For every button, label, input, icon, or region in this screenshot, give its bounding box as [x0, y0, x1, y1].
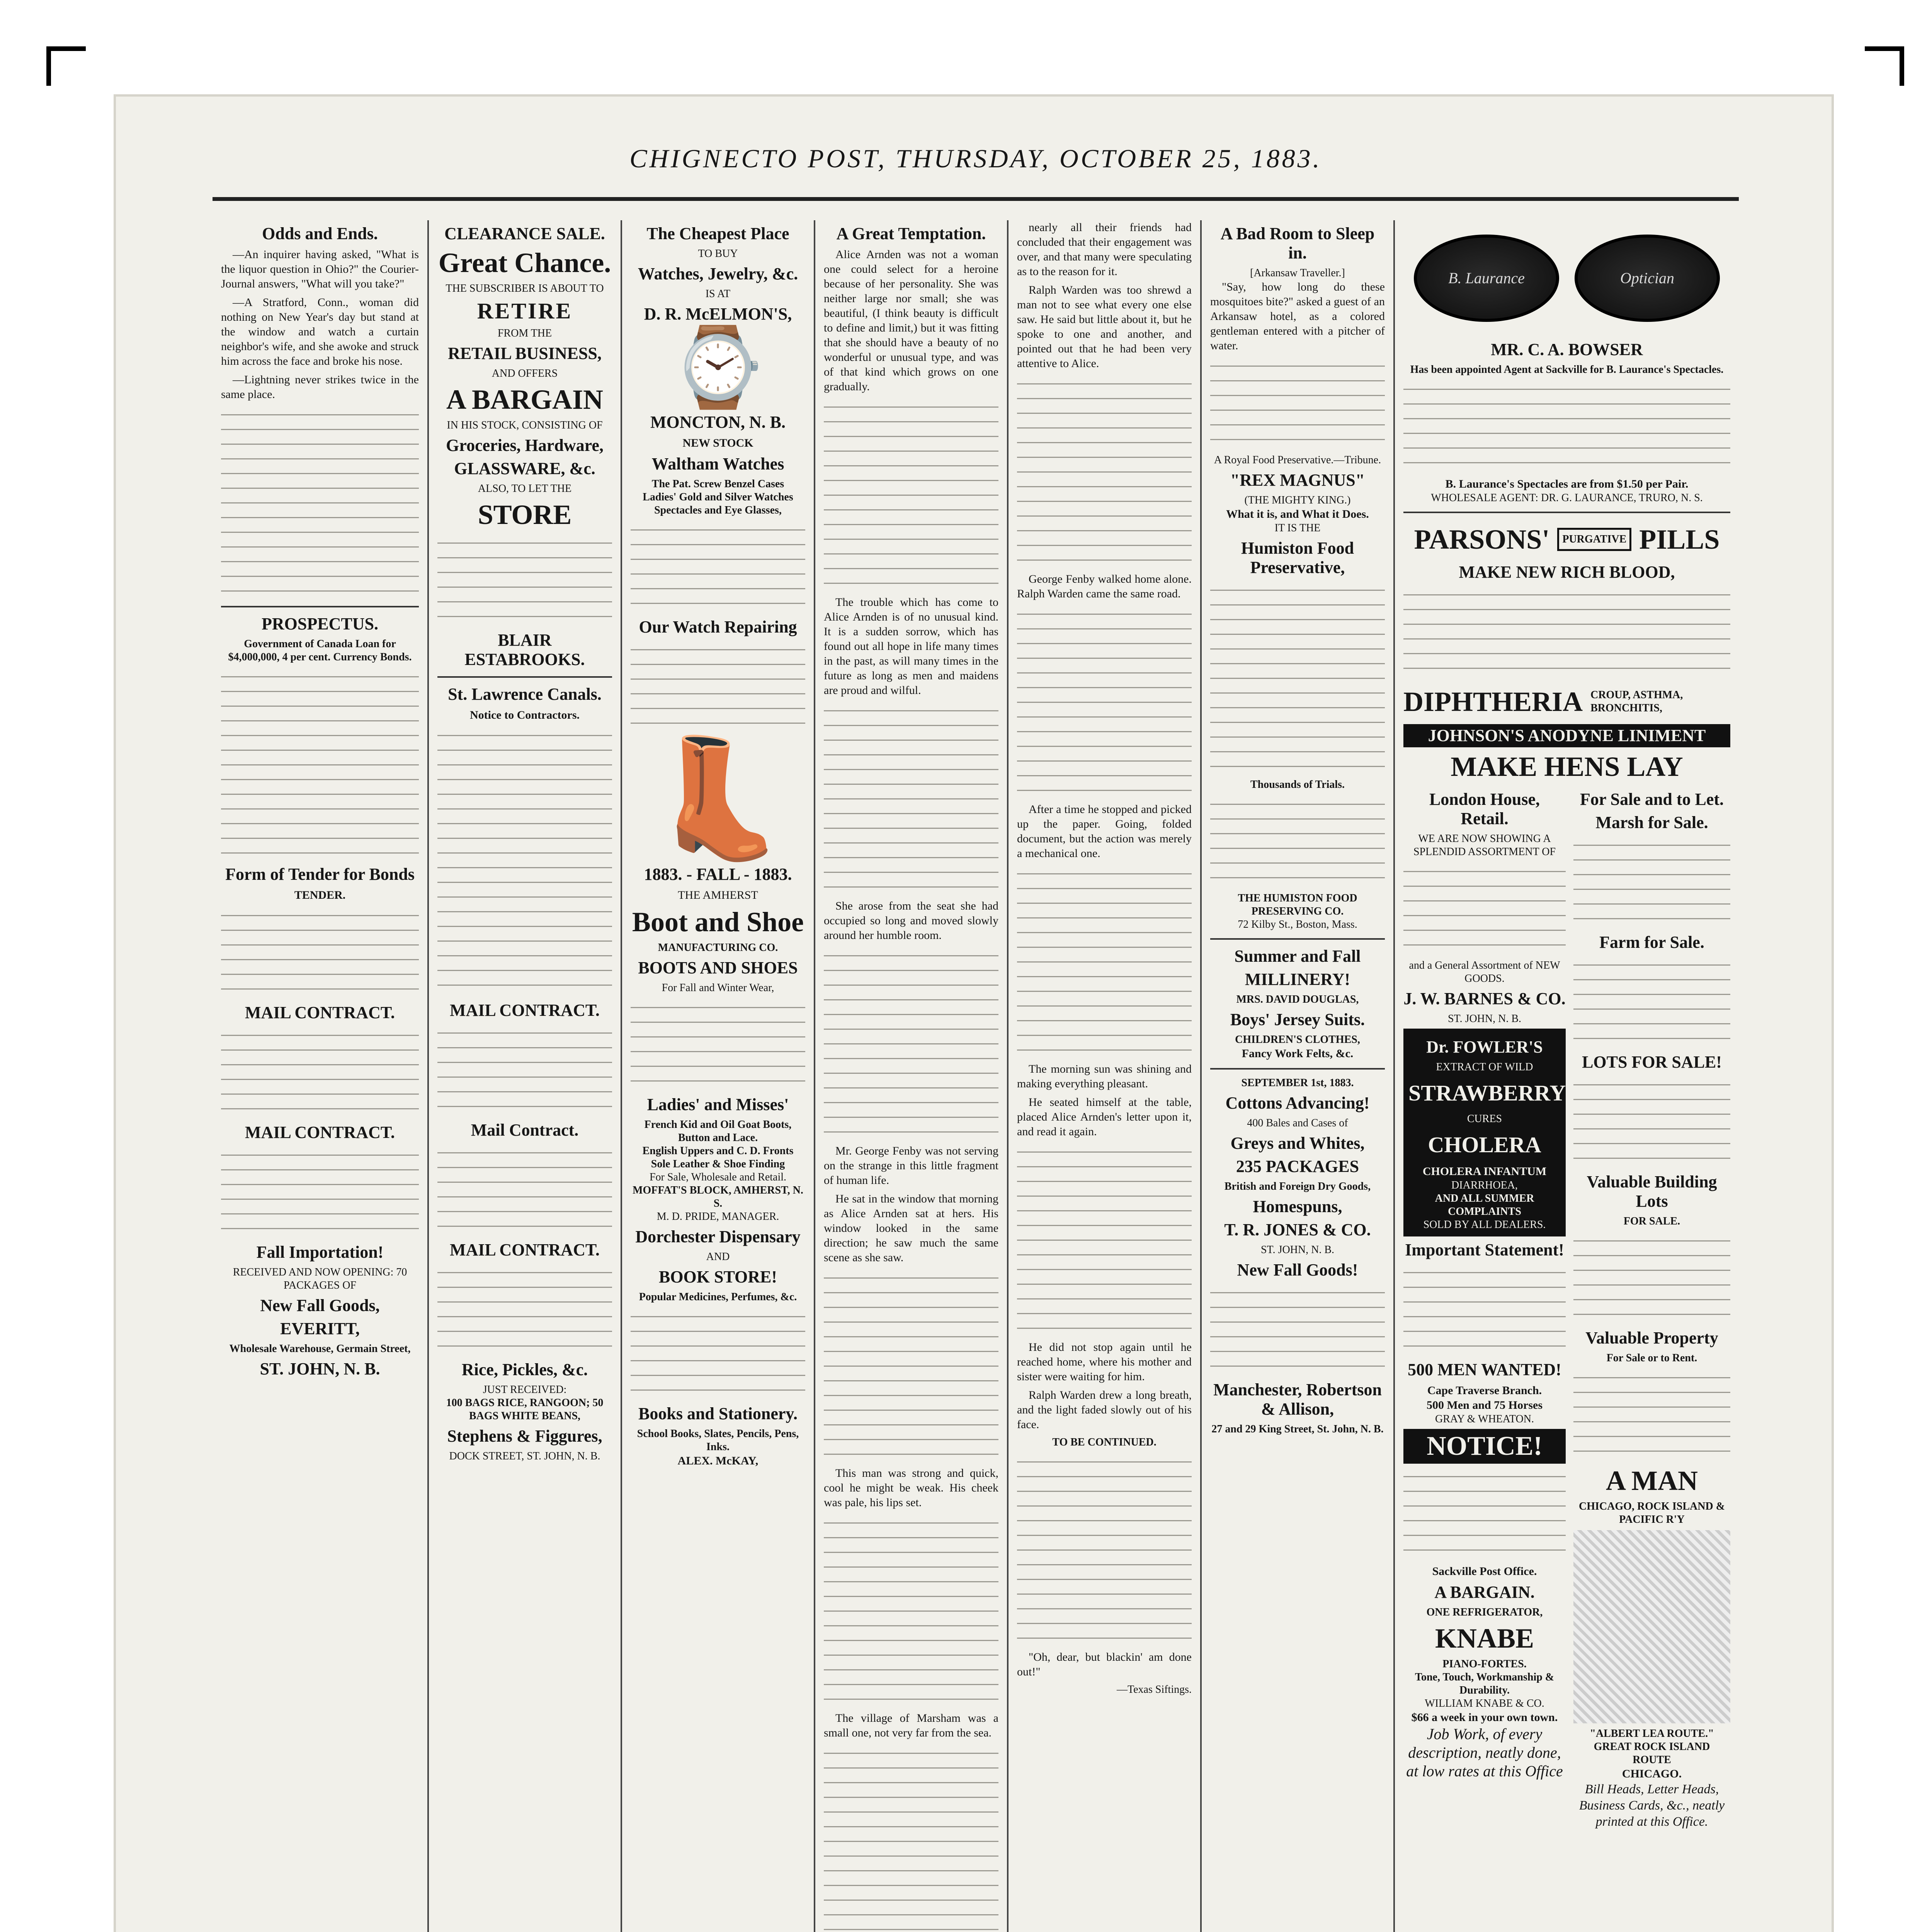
book-store: BOOK STORE! — [658, 1267, 777, 1286]
notice-contractors: Notice to Contractors. — [469, 709, 580, 721]
store: STORE — [478, 499, 572, 530]
divider — [437, 676, 612, 678]
barnes-city: ST. JOHN, N. B. — [1447, 1013, 1522, 1025]
cape-traverse: Cape Traverse Branch. — [1427, 1384, 1542, 1397]
prospectus-text — [221, 668, 419, 861]
story-text-b — [824, 702, 998, 895]
bad-room-p1: "Say, how long do these mosquitoes bite?" asked a guest of an Arkansaw hotel, as a colored gentleman entered with a pitcher of water. — [1210, 281, 1385, 352]
everitt-sub: Wholesale Warehouse, Germain Street, — [229, 1343, 411, 1355]
column-6 — [1202, 220, 1395, 1932]
fowler-title: Dr. FOWLER'S — [1426, 1037, 1543, 1056]
column-7 — [1395, 220, 1739, 1932]
lots-sale: LOTS FOR SALE! — [1582, 1053, 1722, 1071]
form-tender-heading: Form of Tender for Bonds — [225, 865, 415, 884]
story5-p1: nearly all their friends had concluded that their engagement was over, and that many were speculating as to the reason for it. — [1017, 221, 1192, 278]
crop-mark-top-left — [46, 46, 86, 86]
bill-heads: Bill Heads, Letter Heads, Business Cards, &c., neatly printed at this Office. — [1579, 1782, 1725, 1829]
story-p6: This man was strong and quick, cool he might be weak. His cheek was pale, his lips set. — [824, 1467, 998, 1509]
story-p5: He sat in the window that morning as Alice Arnden sat at hers. His window looked in the same direction; he saw much the same scene as she saw. — [824, 1192, 998, 1264]
left-lens: B. Laurance — [1414, 235, 1559, 322]
canals-heading: St. Lawrence Canals. — [448, 685, 602, 704]
odds-text-3: —Lightning never strikes twice in the same place. — [221, 373, 419, 401]
homespuns: Homespuns, — [1253, 1197, 1342, 1216]
mail-contract-c: MAIL CONTRACT. — [450, 1240, 600, 1259]
make-hens-lay: MAKE HENS LAY — [1451, 751, 1683, 782]
divider — [1403, 512, 1730, 513]
bad-room-text — [1210, 357, 1385, 450]
rice-received: JUST RECEIVED: — [483, 1384, 567, 1396]
fall-received: RECEIVED AND NOW OPENING: 70 PACKAGES OF — [233, 1266, 407, 1291]
fall-winter: For Fall and Winter Wear, — [662, 982, 774, 994]
boot-icon: 👢 — [646, 735, 790, 863]
watches-jewelry: Watches, Jewelry, &c. — [638, 264, 798, 283]
men-horses: 500 Men and 75 Horses — [1427, 1399, 1543, 1412]
mail-contract-heading-2: MAIL CONTRACT. — [245, 1123, 395, 1142]
story5-p8: Ralph Warden drew a long breath, and the light faded slowly out of his face. — [1017, 1389, 1192, 1431]
button-lace: Button and Lace. — [678, 1132, 758, 1144]
new-stock: NEW STOCK — [682, 437, 753, 449]
valuable-prop-sub: For Sale or to Rent. — [1606, 1352, 1697, 1364]
valuable-lots: Valuable Building Lots — [1587, 1172, 1717, 1211]
testimonials-text — [1403, 380, 1730, 473]
millinery: MILLINERY! — [1245, 970, 1350, 989]
chicago: CHICAGO. — [1622, 1767, 1682, 1780]
column-5 — [1009, 220, 1202, 1932]
mail-contract-b: Mail Contract. — [471, 1121, 579, 1139]
tender-label: TENDER. — [294, 889, 346, 901]
great-rock-island: GREAT ROCK ISLAND ROUTE — [1594, 1741, 1710, 1766]
story-p7: The village of Marsham was a small one, not very far from the sea. — [824, 1712, 998, 1739]
barnes-co: J. W. BARNES & CO. — [1403, 989, 1566, 1008]
croup-asthma: CROUP, ASTHMA, BRONCHITIS, — [1590, 689, 1683, 714]
texas-siftings: —Texas Siftings. — [1116, 1684, 1192, 1696]
mail-contract-a-text — [437, 1024, 612, 1117]
fall-1883: 1883. - FALL - 1883. — [644, 865, 792, 884]
story5-text-e — [1017, 1453, 1192, 1646]
bales-cases: 400 Bales and Cases of — [1247, 1117, 1348, 1129]
rex-pre: A Royal Food Preservative.—Tribune. — [1214, 454, 1381, 466]
new-fall-goods: New Fall Goods! — [1237, 1260, 1358, 1279]
manchester-address: 27 and 29 King Street, St. John, N. B. — [1211, 1423, 1384, 1435]
also-let: ALSO, TO LET THE — [478, 483, 572, 495]
crop-mark-top-right — [1865, 46, 1904, 86]
is-at: IS AT — [705, 288, 731, 300]
mcelmon: D. R. McELMON'S, — [644, 304, 792, 323]
story5-p4: After a time he stopped and picked up the paper. Going, folded document, but the action was merely a mechanical one. — [1017, 803, 1192, 860]
london-sub: WE ARE NOW SHOWING A SPLENDID ASSORTMENT OF — [1413, 833, 1556, 858]
story5-p7: He did not stop again until he reached home, where his mother and sister were waiting for him. — [1017, 1341, 1192, 1383]
column-2 — [429, 220, 622, 1932]
what-it-is: What it is, and What it Does. — [1226, 508, 1369, 520]
kilby-st: 72 Kilby St., Boston, Mass. — [1238, 918, 1357, 930]
store-text — [437, 534, 612, 627]
marsh-sale: Marsh for Sale. — [1595, 813, 1708, 832]
mail-contract-c-text — [437, 1264, 612, 1356]
and-offers: AND OFFERS — [492, 367, 558, 379]
great-temptation-heading: A Great Temptation. — [836, 224, 986, 243]
newspaper-page — [116, 97, 1832, 1932]
story5-text-b — [1017, 605, 1192, 798]
boot-shoe: Boot and Shoe — [632, 906, 804, 937]
notice-banner: NOTICE! — [1403, 1429, 1566, 1464]
story5-p9: "Oh, dear, but blackin' am done out!" — [1017, 1651, 1192, 1678]
lower-columns — [1403, 786, 1730, 1830]
dorchester: Dorchester Dispensary — [635, 1227, 801, 1246]
railway-map — [1573, 1530, 1730, 1723]
pianos: PIANO-FORTES. — [1442, 1658, 1527, 1670]
lower-left — [1403, 786, 1566, 1830]
clearance-sale: CLEARANCE SALE. — [444, 224, 605, 243]
mighty-king: (THE MIGHTY KING.) — [1244, 494, 1351, 506]
farm-sale: Farm for Sale. — [1599, 933, 1704, 952]
watch-text — [631, 521, 805, 614]
diarrhoea: DIARRHOEA, — [1451, 1179, 1518, 1191]
fancy-work: Fancy Work Felts, &c. — [1242, 1047, 1354, 1060]
retail-business: RETAIL BUSINESS, — [448, 344, 602, 363]
sackville-po: Sackville Post Office. — [1432, 1565, 1537, 1578]
story5-p5: The morning sun was shining and making everything pleasant. — [1017, 1063, 1192, 1090]
story-p3: She arose from the seat she had occupied so long and moved slowly around her humble room. — [824, 900, 998, 942]
important-text — [1403, 1264, 1566, 1356]
boys-jersey: Boys' Jersey Suits. — [1230, 1010, 1365, 1029]
manchester-robertson: Manchester, Robertson & Allison, — [1213, 1380, 1382, 1418]
to-be-continued: TO BE CONTINUED. — [1052, 1436, 1156, 1448]
london-house: London House, Retail. — [1429, 790, 1540, 828]
prospectus-heading: PROSPECTUS. — [262, 614, 378, 633]
story-text-e — [824, 1514, 998, 1707]
french-kid: French Kid and Oil Goat Boots, — [644, 1119, 792, 1131]
diphtheria-title: DIPHTHERIA — [1403, 686, 1583, 717]
cottons-advancing: Cottons Advancing! — [1225, 1094, 1370, 1112]
general-assortment: and a General Assortment of NEW GOODS. — [1409, 959, 1560, 985]
job-work: Job Work, of every description, neatly done, at low rates at this Office — [1406, 1725, 1563, 1780]
rock-island-railway: CHICAGO, ROCK ISLAND & PACIFIC R'Y — [1578, 1500, 1725, 1526]
marsh-text — [1573, 836, 1730, 929]
cheapest-place: The Cheapest Place — [646, 224, 789, 243]
glassware: GLASSWARE, &c. — [454, 459, 595, 478]
masthead — [213, 120, 1739, 201]
moncton: MONCTON, N. B. — [650, 413, 786, 432]
ladies-gold: Ladies' Gold and Silver Watches — [643, 491, 793, 503]
rex-magnus: "REX MAGNUS" — [1230, 471, 1365, 490]
everitt-name: EVERITT, — [280, 1319, 360, 1338]
boots-text — [631, 998, 805, 1091]
wholesale-agent: WHOLESALE AGENT: DR. G. LAURANCE, TRURO, N. S. — [1431, 492, 1703, 504]
story-text-c — [824, 947, 998, 1140]
valuable-lots-sub: FOR SALE. — [1623, 1215, 1680, 1227]
purgative-badge: PURGATIVE — [1557, 528, 1631, 551]
dock-street: DOCK STREET, ST. JOHN, N. B. — [449, 1450, 600, 1462]
from-the: FROM THE — [497, 327, 552, 339]
column-3 — [622, 220, 815, 1932]
tr-jones: T. R. JONES & CO. — [1224, 1220, 1371, 1239]
bowser-appointed: Has been appointed Agent at Sackville for B. Laurance's Spectacles. — [1410, 364, 1724, 376]
sold-all-dealers: SOLD BY ALL DEALERS. — [1423, 1219, 1546, 1231]
to-buy: TO BUY — [698, 248, 738, 260]
alex-mckay: ALEX. McKAY, — [677, 1454, 759, 1467]
a-bargain: A BARGAIN — [446, 384, 604, 415]
about-to: THE SUBSCRIBER IS ABOUT TO — [446, 282, 604, 294]
story-text-f — [824, 1744, 998, 1932]
mail-contract-b-text — [437, 1144, 612, 1236]
humiston-co: THE HUMISTON FOOD PRESERVING CO. — [1238, 892, 1357, 917]
arkansaw-source: [Arkansaw Traveller.] — [1250, 267, 1345, 279]
jones-city: ST. JOHN, N. B. — [1260, 1244, 1335, 1256]
valuable-property: Valuable Property — [1585, 1328, 1718, 1347]
summer-fall: Summer and Fall — [1234, 947, 1361, 966]
summer-complaints: AND ALL SUMMER COMPLAINTS — [1435, 1192, 1534, 1218]
valuable-lots-text — [1573, 1232, 1730, 1325]
spectacles-eye: Spectacles and Eye Glasses, — [654, 504, 782, 516]
refrigerator: ONE REFRIGERATOR, — [1426, 1606, 1543, 1618]
parsons-ad — [1403, 520, 1730, 559]
childrens-clothes: CHILDREN'S CLOTHES, — [1235, 1034, 1360, 1046]
odds-ends-body — [221, 247, 419, 402]
property-text — [1573, 1369, 1730, 1461]
johnsons-liniment: JOHNSON'S ANODYNE LINIMENT — [1403, 724, 1730, 747]
make-new-blood: MAKE NEW RICH BLOOD, — [1459, 563, 1675, 582]
story5-p2: Ralph Warden was too shrewd a man not to see what every one else saw. He said but little about it, but he spoke to one and another, and pointed out that he had been very attentive to Alice. — [1017, 284, 1192, 370]
notice-text — [1403, 1468, 1566, 1560]
story-continued — [1017, 220, 1192, 1696]
a-bargain: A BARGAIN. — [1434, 1583, 1535, 1602]
bad-room-heading: A Bad Room to Sleep in. — [1220, 224, 1375, 262]
masthead-title: CHIGNECTO POST, THURSDAY, OCTOBER 25, 1883. — [629, 144, 1322, 173]
dispensary-text — [631, 1308, 805, 1400]
london-text — [1403, 862, 1566, 955]
repairing-text — [631, 641, 805, 733]
story5-text-c — [1017, 865, 1192, 1058]
sole-leather: Sole Leather & Shoe Finding — [651, 1158, 785, 1170]
men-wanted: 500 MEN WANTED! — [1408, 1360, 1561, 1379]
columns — [213, 220, 1739, 1932]
new-fall-goods: New Fall Goods, — [260, 1296, 380, 1315]
mail-contract-text-2 — [221, 1146, 419, 1239]
story-text-a — [824, 398, 998, 591]
odds-ends-heading: Odds and Ends. — [262, 224, 378, 243]
fowler-ad — [1403, 1029, 1566, 1236]
blair-estabrooks: BLAIR ESTABROOKS. — [464, 631, 585, 669]
retire: RETIRE — [477, 298, 573, 323]
story-p1: Alice Arnden was not a woman one could select for a heroine because of her personality. She was neither large nor small; she was beautiful, (I think beauty is difficult to define and limit,) but it was fitting that she should have a beauty of no wonderful or unusual type, and was of that kind which grows on one gradually. — [824, 248, 998, 393]
cholera: CHOLERA — [1428, 1132, 1541, 1157]
tender-text — [221, 906, 419, 999]
loan-subheading: Government of Canada Loan for $4,000,000, 4 per cent. Currency Bonds. — [228, 638, 412, 663]
lots-text — [1573, 1076, 1730, 1168]
lower-right — [1573, 786, 1730, 1830]
and-label: AND — [706, 1251, 730, 1263]
september-date: SEPTEMBER 1st, 1883. — [1241, 1077, 1354, 1089]
mrs-douglas: MRS. DAVID DOUGLAS, — [1236, 993, 1359, 1005]
bad-room-body — [1210, 280, 1385, 353]
for-sale-let: For Sale and to Let. — [1580, 790, 1724, 809]
rice-pickles: Rice, Pickles, &c. — [461, 1360, 588, 1379]
moffats-block: MOFFAT'S BLOCK, AMHERST, N. S. — [633, 1184, 803, 1209]
knabe-co: WILLIAM KNABE & CO. — [1425, 1697, 1544, 1709]
rice-bags: 100 BAGS RICE, RANGOON; 50 BAGS WHITE BEANS, — [446, 1397, 604, 1422]
fall-importation-heading: Fall Importation! — [256, 1243, 384, 1262]
odds-text-1: —An inquirer having asked, "What is the liquor question in Ohio?" the Courier-Journal answers, "What will you take?" — [221, 248, 419, 290]
story-body — [824, 247, 998, 1932]
manufacturing-co: MANUFACTURING CO. — [658, 942, 778, 954]
albert-lea: "ALBERT LEA ROUTE." — [1590, 1728, 1714, 1740]
farm-text — [1573, 956, 1730, 1049]
extract-wild: EXTRACT OF WILD — [1436, 1061, 1533, 1073]
in-stock: IN HIS STOCK, CONSISTING OF — [447, 419, 603, 431]
story-p2: The trouble which has come to Alice Arnden is of no unusual kind. It is a sudden sorrow, which has found out all hope in life many times in the past, as will many times in the future as long as men and maidens are proud and wilful. — [824, 596, 998, 697]
watch-icon: ⌚ — [670, 325, 766, 411]
parsons-title: PARSONS' — [1414, 524, 1550, 555]
spectacles-illustration — [1403, 220, 1730, 336]
rex-text — [1210, 581, 1385, 774]
packages-235: 235 PACKAGES — [1236, 1157, 1359, 1176]
school-books: School Books, Slates, Pencils, Pens, Inks. — [637, 1428, 799, 1453]
sixty-six: $66 a week in your own town. — [1411, 1711, 1558, 1724]
mail-contract-a: MAIL CONTRACT. — [450, 1001, 600, 1020]
canals-text — [437, 726, 612, 997]
divider — [221, 606, 419, 607]
groceries: Groceries, Hardware, — [446, 436, 604, 455]
bowser-name: MR. C. A. BOWSER — [1491, 340, 1643, 359]
important-statement: Important Statement! — [1405, 1240, 1564, 1259]
story5-p6: He seated himself at the table, placed Alice Arnden's letter upon it, and read it again. — [1017, 1096, 1192, 1138]
english-uppers: English Uppers and C. D. Fronts — [642, 1145, 794, 1157]
story-p4: Mr. George Fenby was not serving on the strange in this little fragment of human life. — [824, 1145, 998, 1187]
diphtheria-ad — [1403, 682, 1730, 721]
divider — [1210, 1068, 1385, 1070]
mail-contract-text-1 — [221, 1026, 419, 1119]
tone-touch: Tone, Touch, Workmanship & Durability. — [1415, 1671, 1554, 1696]
story-text-d — [824, 1269, 998, 1462]
column-1 — [213, 220, 429, 1932]
greys-whites: Greys and Whites, — [1230, 1134, 1365, 1153]
odds-text-2: —A Stratford, Conn., woman did nothing on New Year's day but stand at the window and watch a curtain neighbor's wife, and she awoke and struck him across the face and broke his nose. — [221, 296, 419, 367]
pills-title: PILLS — [1639, 524, 1720, 555]
amherst: THE AMHERST — [678, 889, 758, 901]
popular-medicines: Popular Medicines, Perfumes, &c. — [639, 1291, 797, 1303]
story5-text-d — [1017, 1143, 1192, 1336]
new-fall-text — [1210, 1284, 1385, 1376]
british-foreign: British and Foreign Dry Goods, — [1224, 1180, 1371, 1192]
wholesale-retail: For Sale, Wholesale and Retail. — [649, 1171, 787, 1183]
divider — [1210, 938, 1385, 940]
story5-p3: George Fenby walked home alone. Ralph Warden came the same road. — [1017, 573, 1192, 600]
cholera-infantum: CHOLERA INFANTUM — [1422, 1165, 1547, 1178]
story5-text-a — [1017, 375, 1192, 568]
a-man: A MAN — [1606, 1465, 1698, 1496]
gray-wheaton: GRAY & WHEATON. — [1435, 1413, 1534, 1425]
strawberry: STRAWBERRY — [1408, 1080, 1566, 1105]
humiston-preservative: Humiston Food Preservative, — [1241, 539, 1354, 577]
odds-column-text — [221, 406, 419, 599]
spectacles-price: B. Laurance's Spectacles are from $1.50 per Pair. — [1445, 478, 1689, 490]
right-lens: Optician — [1575, 235, 1720, 322]
pills-text — [1403, 586, 1730, 679]
everitt-city: ST. JOHN, N. B. — [260, 1359, 380, 1378]
trials-text — [1210, 795, 1385, 888]
cures: CURES — [1467, 1113, 1502, 1125]
boots-shoes: BOOTS AND SHOES — [638, 958, 798, 977]
stephens-figgures: Stephens & Figgures, — [447, 1427, 602, 1446]
ladies-misses: Ladies' and Misses' — [647, 1095, 789, 1114]
waltham: Waltham Watches — [651, 454, 784, 473]
pride-manager: M. D. PRIDE, MANAGER. — [656, 1211, 779, 1223]
knabe: KNABE — [1435, 1623, 1534, 1654]
it-is-the: IT IS THE — [1274, 522, 1321, 534]
pat-screw: The Pat. Screw Benzel Cases — [651, 478, 784, 490]
watch-repairing: Our Watch Repairing — [639, 617, 797, 636]
great-chance: Great Chance. — [438, 247, 611, 278]
thousands-trials: Thousands of Trials. — [1250, 779, 1345, 791]
books-stationery: Books and Stationery. — [638, 1404, 798, 1423]
mail-contract-heading-1: MAIL CONTRACT. — [245, 1003, 395, 1022]
column-4 — [815, 220, 1009, 1932]
